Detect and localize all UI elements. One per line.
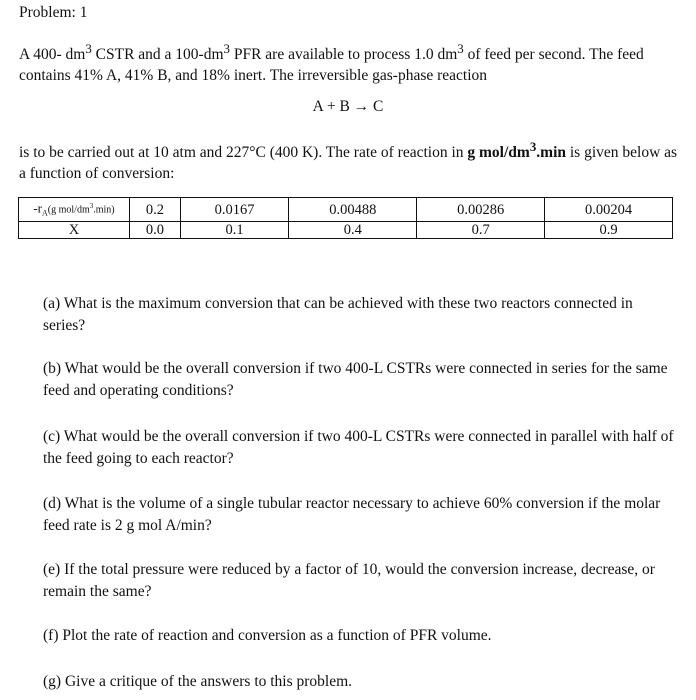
rate-row-label: $-r_A(g$ mol/$dm^3.\min$) — [19, 198, 130, 222]
question-a: (a) What is the maximum conversion that can be achieved with these two reactors connected in series? — [43, 295, 633, 334]
question-b: (b) What would be the overall conversion if two 400-L CSTRs were connected in series for the same feed and operating conditions? — [43, 360, 668, 399]
rate-row — [19, 198, 673, 222]
rate-cell: 0.0167 — [180, 198, 289, 222]
rate-cell: 0.00204 — [545, 198, 673, 222]
reaction-equation: A + B → C — [312, 98, 384, 115]
rate-cell: 0.00488 — [289, 198, 417, 222]
conditions-paragraph — [19, 136, 681, 184]
conditions-text-2: is given below as a function of conversion: — [19, 144, 678, 183]
problem-title: Problem: 1 — [19, 4, 88, 21]
rate-cell: 0.00286 — [417, 198, 545, 222]
conversion-cell: 0.9 — [545, 222, 673, 239]
conversion-cell: 0.0 — [130, 222, 181, 239]
intro-sup-2: 3 — [223, 41, 230, 56]
question-e: (e) If the total pressure were reduced by a factor of 10, would the conversion increase, decrease, or remain the same? — [43, 561, 655, 600]
conversion-row-label: X — [19, 222, 130, 239]
intro-sup-3: 3 — [457, 41, 464, 56]
question-d: (d) What is the volume of a single tubular reactor necessary to achieve 60% conversion if the molar feed rate is 2 g mol A/min? — [43, 495, 661, 534]
rate-units: g mol/$dm^3.\min$ — [467, 139, 566, 162]
question-c: (c) What would be the overall conversion if two 400-L CSTRs were connected in parallel with half of the feed going to each reactor? — [43, 428, 674, 467]
rate-cell: 0.2 — [130, 198, 181, 222]
intro-text-2: CSTR and a 100-dm — [91, 46, 224, 64]
conversion-cell: 0.4 — [289, 222, 417, 239]
conversion-row — [19, 222, 673, 239]
conversion-cell: 0.1 — [180, 222, 289, 239]
intro-text-4: of feed per second. The feed contains 41% A, 41% B, and 18% inert. The irreversible gas-phase reaction — [19, 46, 644, 85]
conditions-text-1: is to be carried out at 10 atm and 227°C (400 K). The rate of reaction in — [19, 144, 468, 162]
question-g: (g) Give a critique of the answers to this problem. — [43, 673, 353, 690]
intro-text-1: A 400- dm — [19, 46, 86, 64]
intro-sup-1: 3 — [85, 41, 92, 56]
question-f: (f) Plot the rate of reaction and conversion as a function of PFR volume. — [43, 627, 492, 644]
conversion-cell: 0.7 — [417, 222, 545, 239]
rate-conversion-table — [18, 197, 673, 239]
intro-text-3: PFR are available to process 1.0 dm — [229, 46, 458, 64]
intro-paragraph — [19, 38, 681, 86]
